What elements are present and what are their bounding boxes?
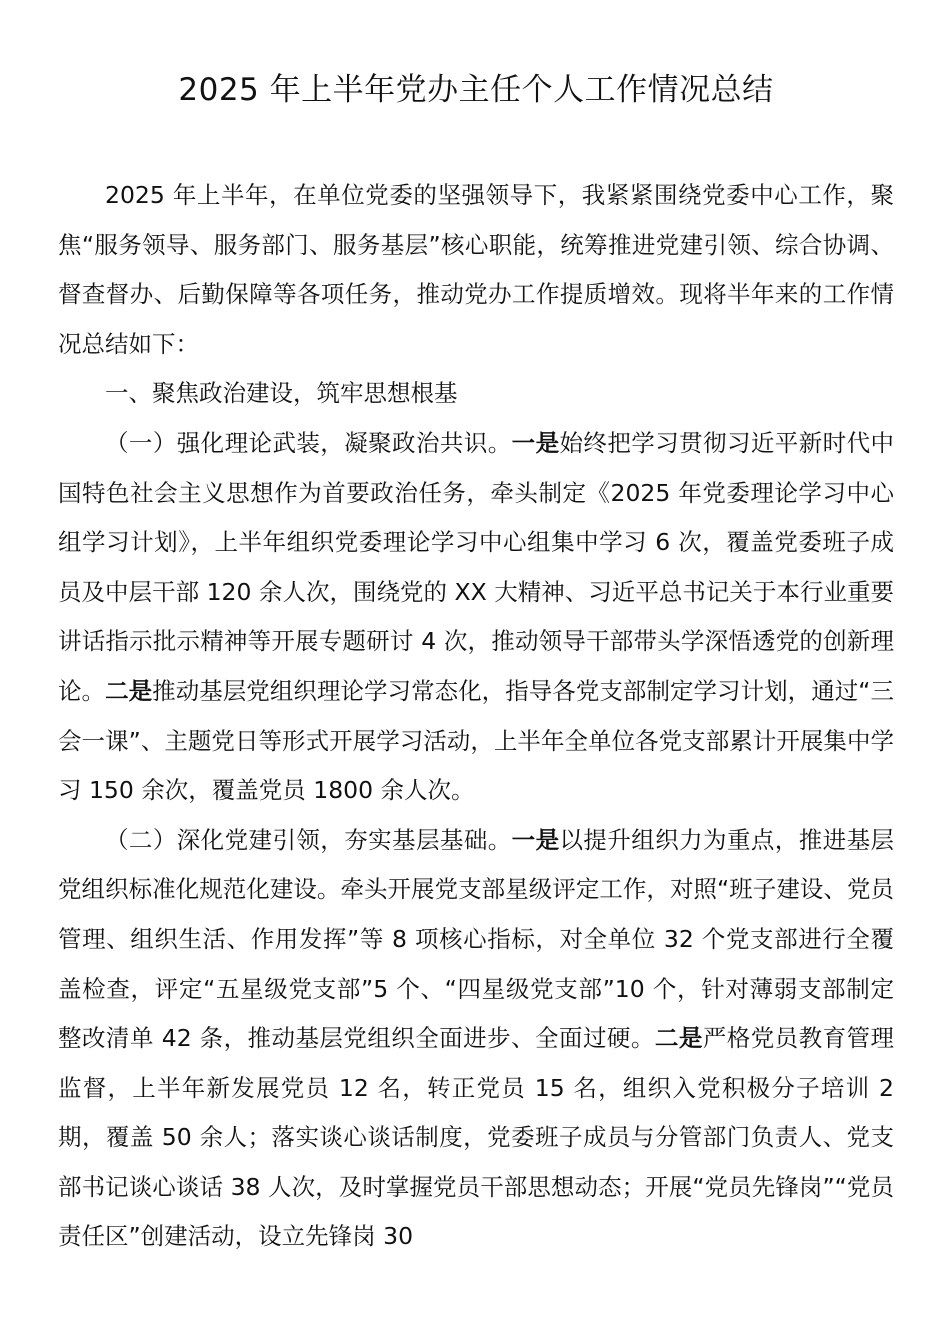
document-title: 2025 年上半年党办主任个人工作情况总结: [178, 72, 774, 108]
point-label: 二是: [105, 676, 153, 705]
subsection-1-paragraph: [58, 419, 894, 816]
point-text: 推动基层党组织理论学习常态化，指导各党支部制定学习计划，通过“三会一课”、主题党日等形式开展学习活动，上半年全单位各党支部累计开展集中学习 150 余次，覆盖党员 1800 余人次。: [58, 676, 894, 805]
point-text: 始终把学习贯彻习近平新时代中国特色社会主义思想作为首要政治任务，牵头制定《2025 年党委理论学习中心组学习计划》，上半年组织党委理论学习中心组集中学习 6 次，覆盖党委班子成员及中层干部 120 余人次，围绕党的 XX 大精神、习近平总书记关于本行业重要讲话指示批示精神等开展专题研讨 4 次，推动领导干部带头学深悟透党的创新理论。: [58, 428, 894, 705]
point-label: 一是: [511, 825, 560, 854]
subsection-heading: （一）强化理论武装，凝聚政治共识。: [105, 428, 512, 457]
section-heading: 一、聚焦政治建设，筑牢思想根基: [105, 379, 458, 408]
subsection-2-paragraph: [58, 816, 894, 1262]
document-page: [58, 60, 894, 1262]
document-body: [58, 171, 894, 1262]
subsection-heading: （二）深化党建引领，夯实基层基础。: [105, 825, 512, 854]
point-text: 以提升组织力为重点，推进基层党组织标准化规范化建设。牵头开展党支部星级评定工作，对照“班子建设、党员管理、组织生活、作用发挥”等 8 项核心指标，对全单位 32 个党支部进行全覆盖检查，评定“五星级党支部”5 个、“四星级党支部”10 个，针对薄弱支部制定整改清单 42 条，推动基层党组织全面进步、全面过硬。: [58, 825, 894, 1053]
intro-paragraph: 2025 年上半年，在单位党委的坚强领导下，我紧紧围绕党委中心工作，聚焦“服务领导、服务部门、服务基层”核心职能，统筹推进党建引领、综合协调、督查督办、后勤保障等各项任务，推动党办工作提质增效。现将半年来的工作情况总结如下：: [58, 181, 894, 358]
point-label: 二是: [654, 1024, 703, 1053]
point-label: 一是: [511, 428, 560, 457]
point-text: 严格党员教育管理监督，上半年新发展党员 12 名，转正党员 15 名，组织入党积极分子培训 2 期，覆盖 50 余人；落实谈心谈话制度，党委班子成员与分管部门负责人、党支部书记谈心谈话 38 人次，及时掌握党员干部思想动态；开展“党员先锋岗”“党员责任区”创建活动，设立先锋岗 30: [58, 1024, 895, 1251]
